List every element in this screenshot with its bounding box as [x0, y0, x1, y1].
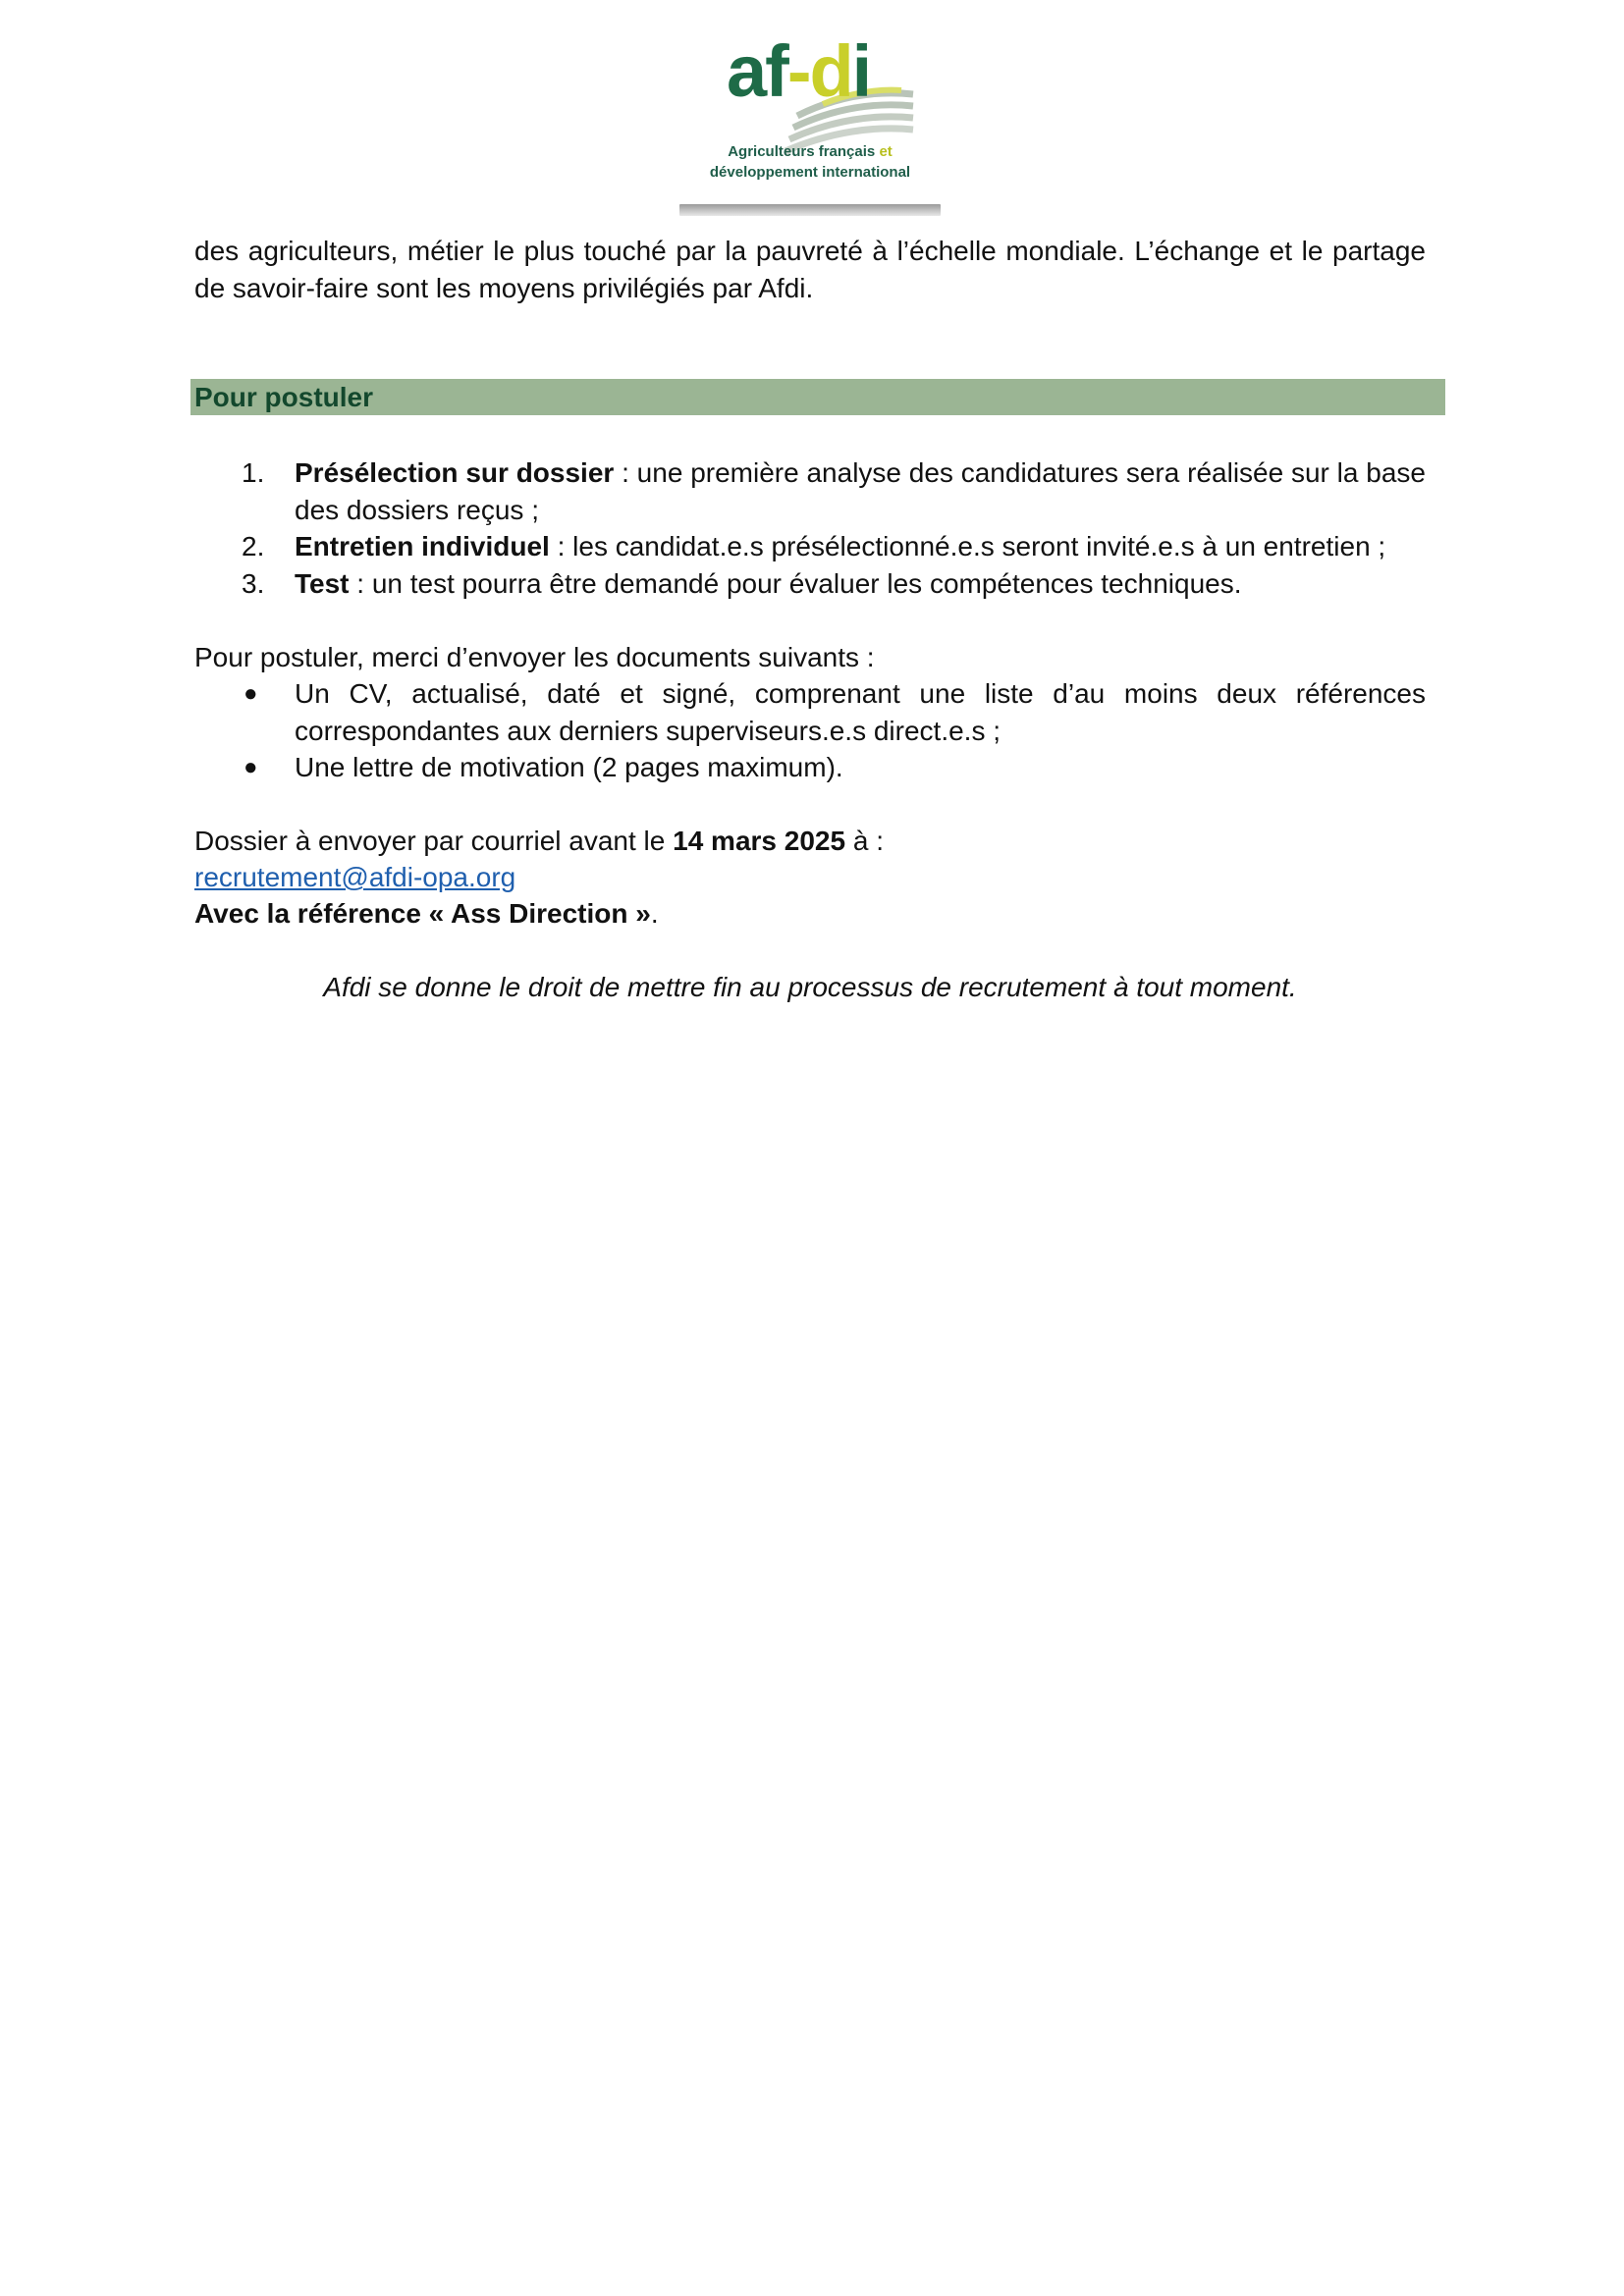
deadline-date: 14 mars 2025 [673, 826, 846, 856]
reference-line: Avec la référence « Ass Direction ». [194, 898, 659, 929]
documents-intro: Pour postuler, merci d’envoyer les documents suivants : [194, 642, 875, 672]
email-link[interactable]: recrutement@afdi-opa.org [194, 862, 516, 892]
footer-note: Afdi se donne le droit de mettre fin au processus de recrutement à tout moment. [323, 972, 1297, 1002]
submission-deadline: Dossier à envoyer par courriel avant le 14 mars 2025 à : [194, 826, 884, 856]
list-item: ● Une lettre de motivation (2 pages maximum). [295, 749, 1426, 786]
section-header-bar [190, 379, 1445, 415]
logo-tagline: Agriculteurs français et développement international [709, 143, 911, 181]
afdi-logo [677, 29, 943, 226]
list-item: 3. Test : un test pourra être demandé pour évaluer les compétences techniques. [242, 567, 1242, 599]
list-item: 1. Présélection sur dossier : une première analyse des candidatures sera réalisée sur la base des dossiers reçus ; [242, 457, 1426, 525]
selection-steps-list [242, 454, 1426, 602]
email-line [194, 859, 1426, 896]
bullet-icon: ● [244, 680, 258, 707]
list-item: 2. Entretien individuel : les candidat.e.s présélectionné.e.s seront invité.e.s à un entretien ; [242, 531, 1386, 561]
documents-list [244, 675, 1426, 786]
logo-underline [679, 204, 941, 216]
logo-wordmark: af-di [727, 30, 871, 112]
intro-paragraph: des agriculteurs, métier le plus touché par la pauvreté à l’échelle mondiale. L’échange et le partage de savoir-faire sont les moyens privilégiés par Afdi. [194, 236, 1426, 303]
bullet-icon: ● [244, 754, 258, 780]
section-title: Pour postuler [194, 382, 374, 412]
list-item: ● Un CV, actualisé, daté et signé, comprenant une liste d’au moins deux références correspondantes aux derniers superviseurs.e.s direct.e.s ; [295, 675, 1426, 749]
